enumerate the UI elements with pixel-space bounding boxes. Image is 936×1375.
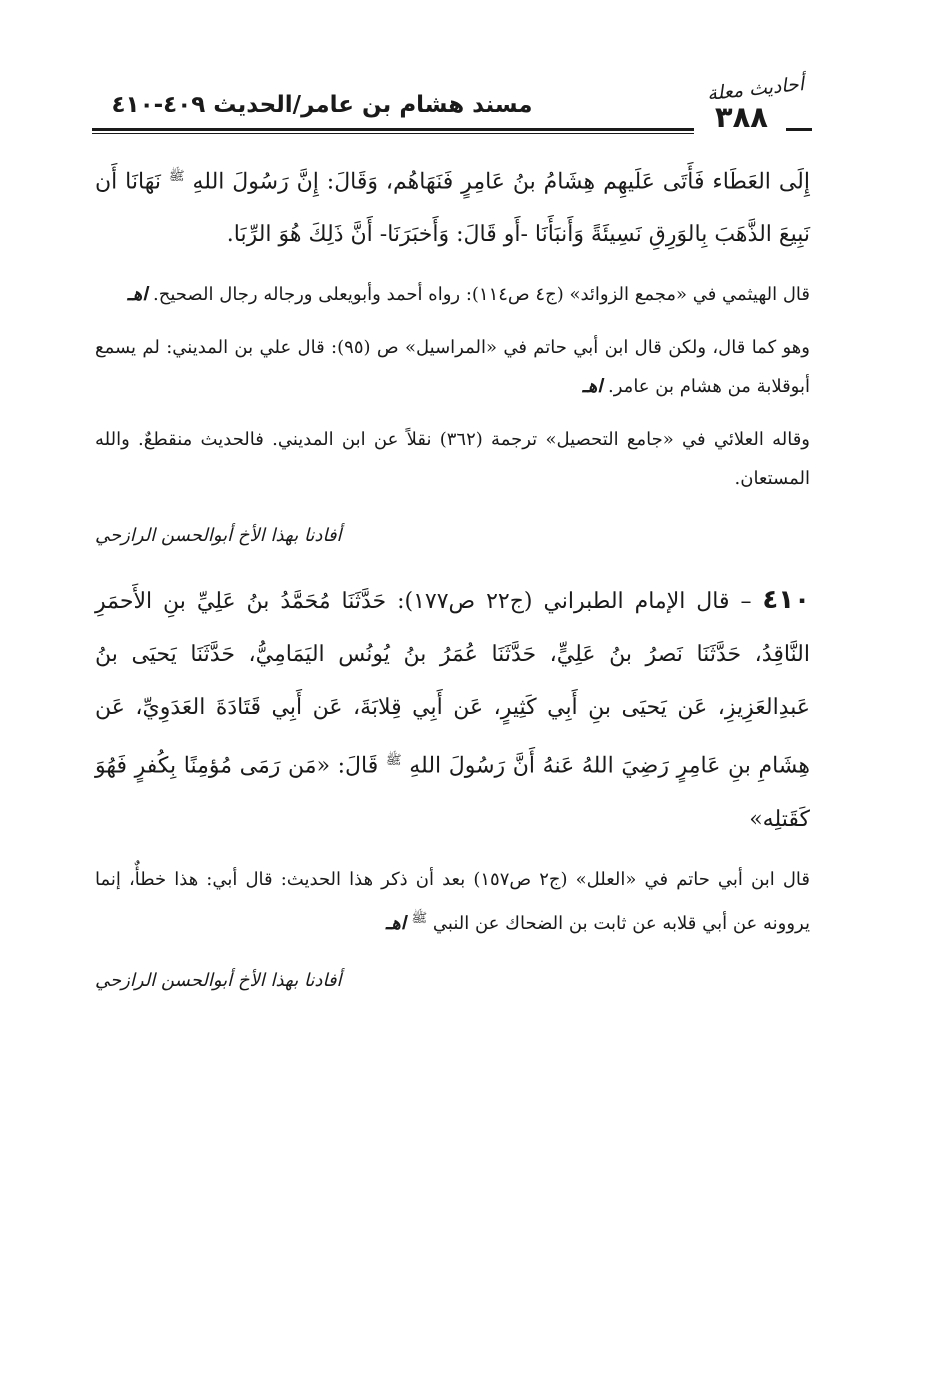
credit-409: أفادنا بهذا الأخ أبوالحسن الرازحي [95, 525, 342, 547]
hadith-410 [95, 574, 810, 845]
end-mark: اهـ [127, 284, 148, 306]
header-rule [92, 128, 694, 134]
note-ilal [95, 860, 810, 943]
end-mark: اهـ [582, 376, 603, 398]
page-body [95, 150, 810, 997]
note-text: وهو كما قال، ولكن قال ابن أبي حاتم في «المراسيل» ص (٩٥): قال علي بن المديني: لم يسمع أبوقلابة من هشام بن عامر. [95, 337, 810, 398]
salutation-mark: ﷺ [168, 169, 185, 184]
salutation-mark: ﷺ [411, 910, 428, 926]
note-text: قال الهيثمي في «مجمع الزوائد» (ج٤ ص١١٤): رواه أحمد وأبويعلى ورجاله رجال الصحيح. [153, 284, 810, 306]
page-header [92, 72, 812, 138]
running-title: مسند هشام بن عامر/الحديث ٤٠٩-٤١٠ [111, 92, 533, 118]
series-tag: أحاديث معلة [706, 72, 805, 106]
hadith-410-text-a: – قال الإمام الطبراني (ج٢٢ ص١٧٧): حَدَّثَنَا مُحَمَّدُ بنُ عَلِيِّ بنِ الأَحمَرِ النَّاقِدُ، حَدَّثَنَا نَصرُ بنُ عَلِيٍّ، حَدَّثَنَا عُمَرُ بنُ يُونُس اليَمَامِيُّ، حَدَّثَنَا يَحيَى بنُ عَبدِالعَزِيزِ، عَن يَحيَى بنِ أَبِي كَثِيرٍ، عَن أَبِي قِلابَةَ، عَن أَبِي قَتَادَةَ العَدَوِيِّ، عَن هِشَامِ بنِ عَامِرٍ رَضِيَ اللهُ عَنهُ أَنَّ رَسُولَ اللهِ [95, 589, 811, 779]
hadith-409-text-b: نَهَانَا أَن نَبِيعَ الذَّهَبَ بِالوَرِقِ نَسِيئَةً وَأَنبَأَنَا -أَو قَالَ: وَأَخبَرَنَا- أَنَّ ذَلِكَ هُوَ الرِّبَا. [95, 169, 810, 248]
hadith-409-text-a: إِلَى العَطَاء فَأَتَى عَلَيهِم هِشَامُ بنُ عَامِرٍ فَنَهَاهُم، وَقَالَ: إِنَّ رَسُولَ اللهِ [192, 169, 810, 195]
header-rule-short [786, 128, 812, 133]
hadith-410-text-b: قَالَ: «مَن رَمَى مُؤمِنًا بِكُفرٍ فَهُوَ كَقَتلِه» [95, 753, 810, 832]
hadith-number: ٤١٠ [762, 585, 810, 616]
note-text: قال ابن أبي حاتم في «العلل» (ج٢ ص١٥٧) بعد أن ذكر هذا الحديث: قال أبي: هذا خطأٌ، إنما يروونه عن أبي قلابه عن ثابت بن الضحاك عن النبي [95, 868, 810, 934]
salutation-mark: ﷺ [385, 753, 402, 769]
page-number: ٣٨٨ [714, 100, 768, 134]
end-mark: اهـ [385, 912, 406, 934]
note-maraseel [95, 328, 810, 406]
hadith-409-continuation [95, 150, 810, 261]
note-alai [95, 420, 810, 498]
note-haythami [95, 275, 810, 314]
note-text: وقاله العلائي في «جامع التحصيل» ترجمة (٣٦٢) نقلاً عن ابن المديني. فالحديث منقطعٌ. والله المستعان. [95, 429, 811, 490]
credit-410: أفادنا بهذا الأخ أبوالحسن الرازحي [95, 969, 342, 991]
